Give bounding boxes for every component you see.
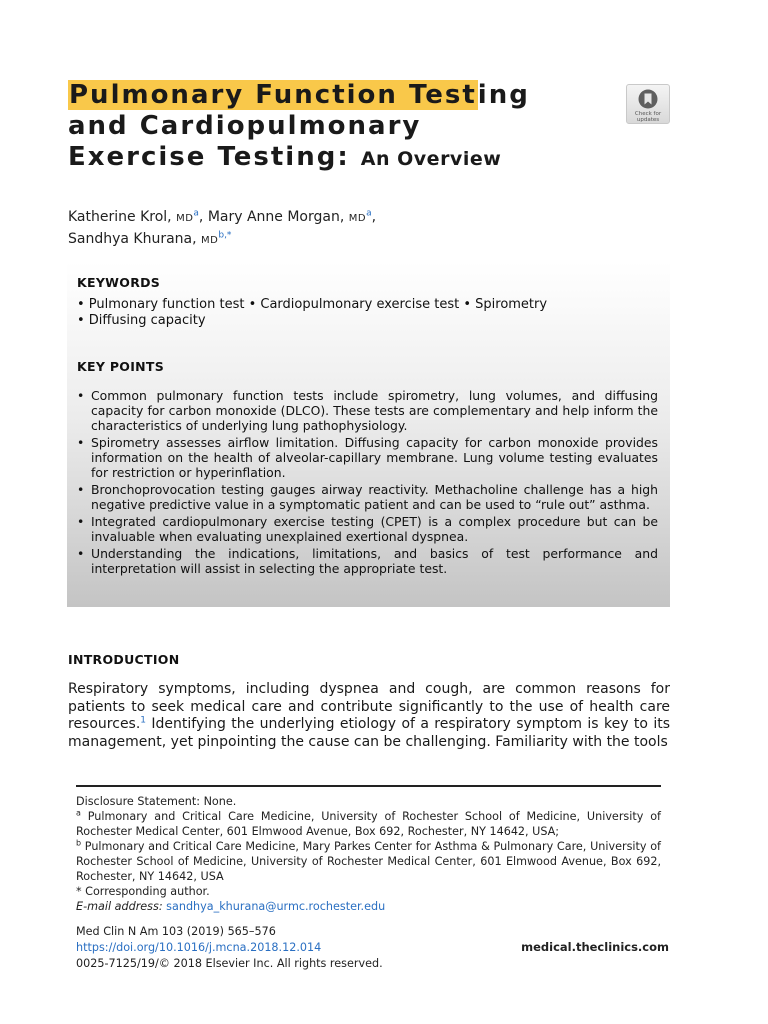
check-updates-line-2: updates [636,117,660,123]
introduction-heading: INTRODUCTION [68,652,180,667]
author-name: Katherine Krol, [68,209,172,225]
keywords-line: • Diffusing capacity [77,313,206,328]
keywords-heading: KEYWORDS [77,275,161,290]
article-title [68,80,588,175]
check-updates-line-1: Check for [634,111,662,117]
key-point-item: • Common pulmonary function tests include spirometry, lung volumes, and diffusing capacity for carbon monoxide (DLCO). These tests are complementary and help inform the characteristics of underlying lung pathophysiology. [77,388,658,433]
title-highlight: Pulmonary Function Test [69,80,477,110]
introduction-paragraph [68,681,670,751]
affiliation-a [76,809,661,839]
affiliation-b [76,839,661,884]
intro-text-part: Respiratory symptoms, including dyspnea and cough, are common reasons for patients to seek medical care and contribute significantly to the use of health care resources. [68,681,670,732]
affiliation-a-text: Pulmonary and Critical Care Medicine, University of Rochester School of Medicine, University of Rochester Medical Center, 601 Elmwood Avenue, Box 692, Rochester, NY 14642, USA; [76,810,661,838]
affiliation-a-mark: a [76,808,81,818]
author-name: Sandhya Khurana, [68,231,197,247]
author-affiliation-mark[interactable]: b,* [218,230,232,241]
citation-block [76,924,383,972]
check-updates-label [635,111,661,123]
title-line-3-main: Exercise Testing: [68,142,350,172]
disclosure-statement: Disclosure Statement: None. [76,795,237,808]
key-point-item: • Spirometry assesses airflow limitation. Diffusing capacity for carbon monoxide provides information on the health of alveolar-capillary membrane. Lung volume testing evaluates for restriction or hyperinflation. [77,435,658,480]
email-label: E-mail address: [76,900,163,913]
author-name: Mary Anne Morgan, [207,209,345,225]
keywords-keypoints-box [67,262,670,607]
key-point-item: • Integrated cardiopulmonary exercise testing (CPET) is a complex procedure but can be invaluable when evaluating unexplained exertional dyspnea. [77,514,658,544]
affiliation-b-text: Pulmonary and Critical Care Medicine, Mary Parkes Center for Asthma & Pulmonary Care, University of Rochester School of Medicine, University of Rochester Medical Center, 601 Elmwood Avenue, Box 692, Rochester, NY 14642, USA [76,840,661,883]
title-line-2: and Cardiopulmonary [68,111,422,141]
author-separator: , [371,209,377,225]
key-point-item: • Understanding the indications, limitations, and basics of test performance and interpretation will assist in selecting the appropriate test. [77,546,658,576]
check-for-updates-badge[interactable] [626,84,670,124]
footnotes [76,794,661,914]
author-separator: , [198,209,208,225]
keywords-list [77,297,658,329]
affiliation-b-mark: b [76,838,82,848]
check-updates-icon [637,88,659,110]
footnote-divider [76,785,661,787]
author-affiliation-mark[interactable]: a [193,208,199,219]
title-line-1-rest: ing [477,80,530,110]
key-points-list [77,388,658,576]
author-degree: MD [348,213,367,224]
copyright-line: 0025-7125/19/© 2018 Elsevier Inc. All rights reserved. [76,957,383,970]
author-list [68,207,628,251]
author-degree: MD [176,213,194,224]
author-degree: MD [201,235,219,246]
article-subtitle: An Overview [360,148,502,170]
intro-text-part: Identifying the underlying etiology of a respiratory symptom is key to its management, yet pinpointing the cause can be challenging. Familiarity with the tools [68,716,670,750]
key-points-heading: KEY POINTS [77,359,165,374]
title-line-1 [68,80,588,111]
journal-site[interactable]: medical.theclinics.com [521,940,669,954]
doi-link[interactable]: https://doi.org/10.1016/j.mcna.2018.12.014 [76,941,322,954]
title-line-3 [68,142,588,175]
journal-citation: Med Clin N Am 103 (2019) 565–576 [76,925,276,938]
reference-link[interactable]: 1 [140,715,147,726]
corresponding-author: * Corresponding author. [76,885,210,898]
email-link[interactable]: sandhya_khurana@urmc.rochester.edu [166,900,386,913]
email-line [76,899,661,914]
author-affiliation-mark[interactable]: a [366,208,372,219]
key-point-item: • Bronchoprovocation testing gauges airway reactivity. Methacholine challenge has a high negative predictive value in a symptomatic patient and can be used to “rule out” asthma. [77,482,658,512]
keywords-line: • Pulmonary function test • Cardiopulmonary exercise test • Spirometry [77,297,548,312]
